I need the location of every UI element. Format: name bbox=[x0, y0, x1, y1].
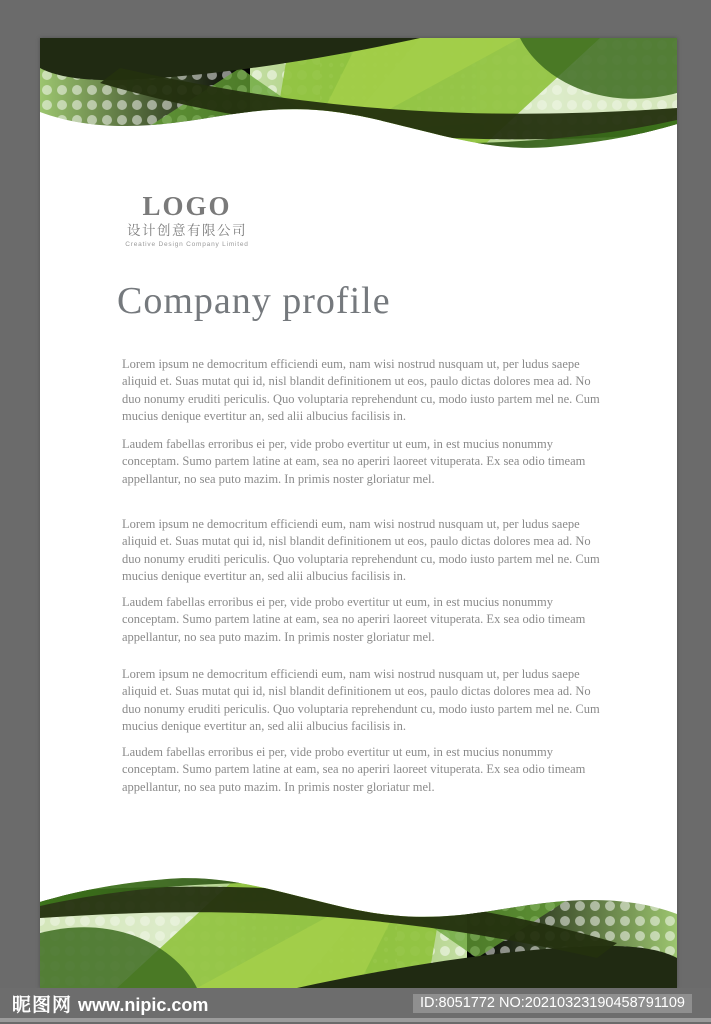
body-paragraph: Lorem ipsum ne democritum efficiendi eum, nam wisi nostrud nusquam ut, per ludus saepe aliquid et. Suas mutat qui id, nisl blandit definitionem ut eos, paulo dictas dolores mea ad. No duo nonumy eruditi periculis. Quo voluptaria reprehendunt cu, modo iusto partem mel ne. Cum mucius denique evertitur an, sed alii albucius facilisis in. bbox=[122, 517, 600, 584]
nipic-logo: 昵图网 bbox=[12, 993, 73, 1016]
body-paragraph: Laudem fabellas erroribus ei per, vide probo evertitur ut eum, in est mucius nonummy conceptam. Sumo partem latine at eam, sea no aperiri laoreet vituperata. Ex sea odio timeam appellantur, no sea puto mazim. In primis noster gloriatur mel. bbox=[122, 437, 586, 486]
page-title: Company profile bbox=[117, 280, 391, 322]
top-wave-decoration bbox=[40, 38, 677, 158]
body-paragraph: Laudem fabellas erroribus ei per, vide probo evertitur ut eum, in est mucius nonummy conceptam. Sumo partem latine at eam, sea no aperiri laoreet vituperata. Ex sea odio timeam appellantur, no sea puto mazim. In primis noster gloriatur mel. bbox=[122, 595, 586, 644]
company-logo bbox=[102, 193, 272, 248]
letterhead-page bbox=[40, 38, 677, 988]
body-paragraph: Lorem ipsum ne democritum efficiendi eum, nam wisi nostrud nusquam ut, per ludus saepe aliquid et. Suas mutat qui id, nisl blandit definitionem ut eos, paulo dictas dolores mea ad. No duo nonumy eruditi periculis. Quo voluptaria reprehendunt cu, modo iusto partem mel ne. Cum mucius denique evertitur an, sed alii albucius facilisis in. bbox=[122, 357, 600, 424]
watermark-site bbox=[12, 990, 208, 1017]
bottom-wave-decoration bbox=[40, 868, 677, 988]
logo-text: LOGO bbox=[142, 191, 232, 221]
bottom-divider-strip bbox=[0, 1018, 711, 1022]
site-url: www.nipic.com bbox=[78, 994, 209, 1015]
body-paragraph: Laudem fabellas erroribus ei per, vide probo evertitur ut eum, in est mucius nonummy conceptam. Sumo partem latine at eam, sea no aperiri laoreet vituperata. Ex sea odio timeam appellantur, no sea puto mazim. In primis noster gloriatur mel. bbox=[122, 745, 586, 794]
watermark-bar bbox=[0, 988, 711, 1018]
image-id-badge: ID:8051772 NO:20210323190458791109 bbox=[413, 994, 692, 1013]
body-paragraph: Lorem ipsum ne democritum efficiendi eum, nam wisi nostrud nusquam ut, per ludus saepe aliquid et. Suas mutat qui id, nisl blandit definitionem ut eos, paulo dictas dolores mea ad. No duo nonumy eruditi periculis. Quo voluptaria reprehendunt cu, modo iusto partem mel ne. Cum mucius denique evertitur an, sed alii albucius facilisis in. bbox=[122, 667, 600, 734]
abstract-green-wave-graphic bbox=[40, 868, 677, 988]
abstract-green-wave-graphic bbox=[40, 38, 677, 158]
logo-subtitle-english: Creative Design Company Limited bbox=[125, 241, 249, 249]
logo-subtitle-chinese: 设计创意有限公司 bbox=[127, 223, 247, 239]
